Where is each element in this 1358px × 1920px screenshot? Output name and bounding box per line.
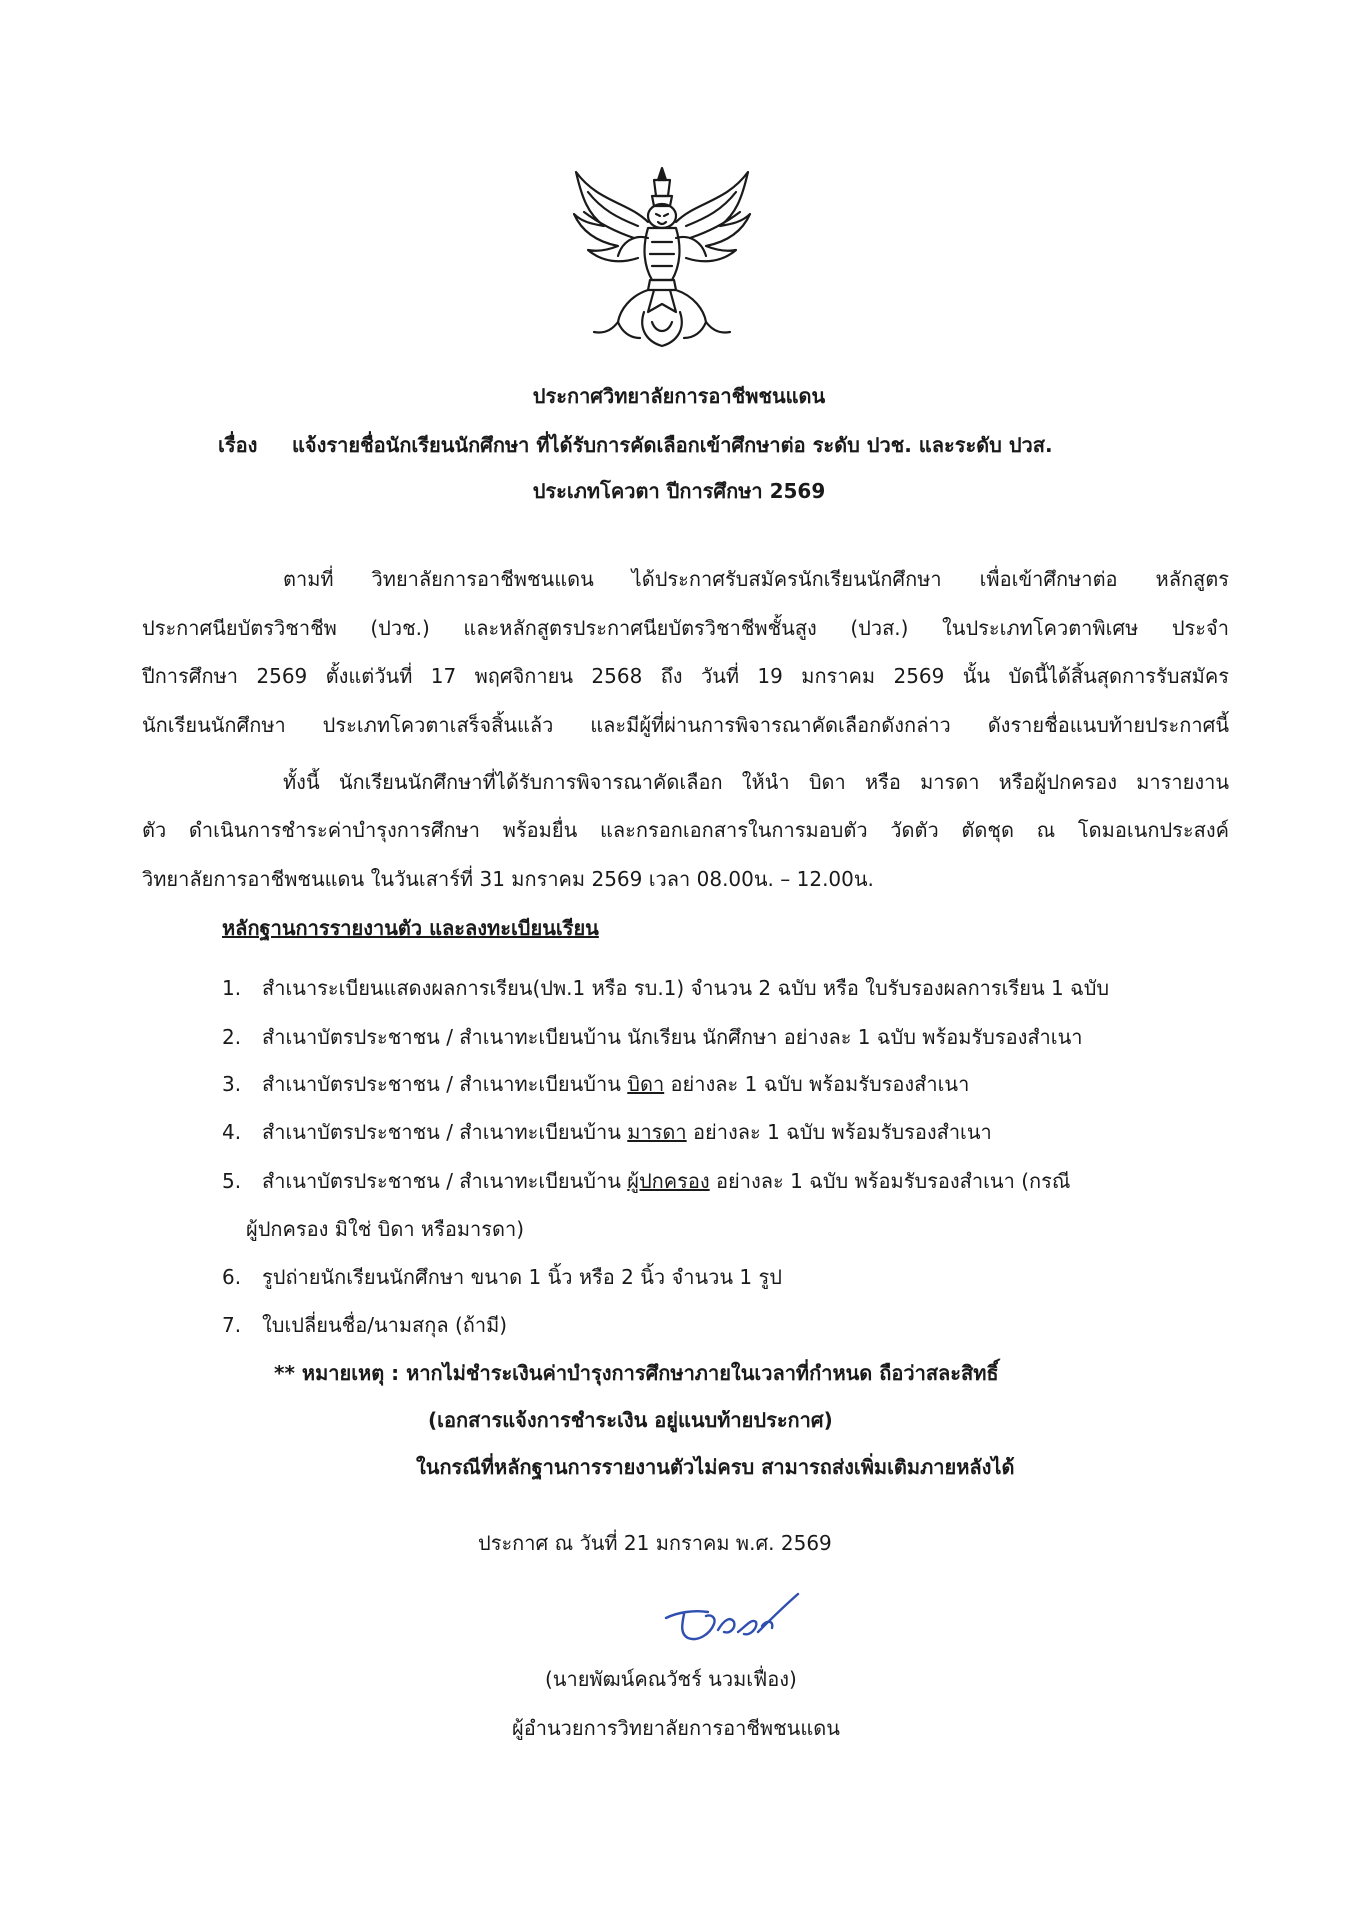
item-text: สำเนาระเบียนแสดงผลการเรียน(ปพ.1 หรือ รบ.1) จำนวน 2 ฉบับ หรือ ใบรับรองผลการเรียน 1 ฉบับ xyxy=(262,976,1110,1000)
evidence-item-continuation: ผู้ปกครอง มิใช่ บิดา หรือมารดา) xyxy=(246,1217,525,1241)
evidence-item xyxy=(222,1167,1070,1195)
garuda-emblem xyxy=(568,162,756,352)
evidence-item xyxy=(222,1311,507,1339)
item-text: สำเนาบัตรประชาชน / สำเนาทะเบียนบ้าน xyxy=(262,1072,628,1096)
item-text-tail: อย่างละ 1 ฉบับ พร้อมรับรองสำเนา xyxy=(686,1120,992,1144)
item-text: รูปถ่ายนักเรียนนักศึกษา ขนาด 1 นิ้ว หรือ 2 นิ้ว จำนวน 1 รูป xyxy=(262,1265,782,1289)
item-number: 7. xyxy=(222,1313,242,1337)
note-line-3: ในกรณีที่หลักฐานการรายงานตัวไม่ครบ สามารถส่งเพิ่มเติมภายหลังได้ xyxy=(416,1455,1015,1479)
item-number: 3. xyxy=(222,1072,242,1096)
item-text: สำเนาบัตรประชาชน / สำเนาทะเบียนบ้าน xyxy=(262,1120,628,1144)
item-underlined-text: ผู้ปกครอง xyxy=(627,1169,710,1193)
item-underlined-text: มารดา xyxy=(627,1120,687,1144)
signer-title: ผู้อำนวยการวิทยาลัยการอาชีพชนแดน xyxy=(512,1716,840,1740)
subject-label: เรื่อง xyxy=(218,433,258,457)
signer-name: (นายพัฒน์คณวัชร์ นวมเฟื่อง) xyxy=(545,1667,797,1691)
item-number: 4. xyxy=(222,1120,242,1144)
announcement-date: ประกาศ ณ วันที่ 21 มกราคม พ.ศ. 2569 xyxy=(478,1531,832,1555)
item-text-tail: อย่างละ 1 ฉบับ พร้อมรับรองสำเนา xyxy=(664,1072,970,1096)
paragraph-1-line-2: ประกาศนียบัตรวิชาชีพ (ปวช.) และหลักสูตรประกาศนียบัตรวิชาชีพชั้นสูง (ปวส.) ในประเภทโควตาพิเศษ ประจำ xyxy=(142,616,1229,640)
item-text: สำเนาบัตรประชาชน / สำเนาทะเบียนบ้าน xyxy=(262,1169,628,1193)
paragraph-2-line-2: ตัว ดำเนินการชำระค่าบำรุงการศึกษา พร้อมยื่น และกรอกเอกสารในการมอบตัว วัดตัว ตัดชุด ณ โดมอเนกประสงค์ xyxy=(142,818,1229,842)
evidence-heading: หลักฐานการรายงานตัว และลงทะเบียนเรียน xyxy=(222,916,599,940)
paragraph-1-line-4: นักเรียนนักศึกษา ประเภทโควตาเสร็จสิ้นแล้ว และมีผู้ที่ผ่านการพิจารณาคัดเลือกดังกล่าว ดังรายชื่อแนบท้ายประกาศนี้ xyxy=(142,713,1229,737)
item-text: สำเนาบัตรประชาชน / สำเนาทะเบียนบ้าน นักเรียน นักศึกษา อย่างละ 1 ฉบับ พร้อมรับรองสำเนา xyxy=(262,1025,1083,1049)
paragraph-2-line-1: ทั้งนี้ นักเรียนนักศึกษาที่ได้รับการพิจารณาคัดเลือก ให้นำ บิดา หรือ มารดา หรือผู้ปกครอง มารายงาน xyxy=(283,770,1229,794)
announcement-title: ประกาศวิทยาลัยการอาชีพชนแดน xyxy=(532,384,826,408)
evidence-item xyxy=(222,1263,782,1291)
evidence-item xyxy=(222,1070,969,1098)
note-line-2: (เอกสารแจ้งการชำระเงิน อยู่แนบท้ายประกาศ) xyxy=(428,1408,833,1432)
item-number: 5. xyxy=(222,1169,242,1193)
evidence-item xyxy=(222,1023,1083,1051)
paragraph-1-line-1: ตามที่ วิทยาลัยการอาชีพชนแดน ได้ประกาศรับสมัครนักเรียนนักศึกษา เพื่อเข้าศึกษาต่อ หลักสูตร xyxy=(283,567,1229,591)
item-text-tail: อย่างละ 1 ฉบับ พร้อมรับรองสำเนา (กรณี xyxy=(709,1169,1071,1193)
subject-text: แจ้งรายชื่อนักเรียนนักศึกษา ที่ได้รับการคัดเลือกเข้าศึกษาต่อ ระดับ ปวช. และระดับ ปวส. xyxy=(292,433,1053,457)
evidence-item xyxy=(222,1118,992,1146)
paragraph-2-line-3: วิทยาลัยการอาชีพชนแดน ในวันเสาร์ที่ 31 มกราคม 2569 เวลา 08.00น. – 12.00น. xyxy=(142,867,874,891)
item-number: 1. xyxy=(222,976,242,1000)
paragraph-1-line-3: ปีการศึกษา 2569 ตั้งแต่วันที่ 17 พฤศจิกายน 2568 ถึง วันที่ 19 มกราคม 2569 นั้น บัดนี้ได้สิ้นสุดการรับสมัคร xyxy=(142,664,1229,688)
item-number: 2. xyxy=(222,1025,242,1049)
item-underlined-text: บิดา xyxy=(627,1072,665,1096)
evidence-item xyxy=(222,974,1109,1002)
subject-line-2: ประเภทโควตา ปีการศึกษา 2569 xyxy=(532,479,826,503)
item-number: 6. xyxy=(222,1265,242,1289)
item-text: ใบเปลี่ยนชื่อ/นามสกุล (ถ้ามี) xyxy=(262,1313,508,1337)
signature xyxy=(658,1590,808,1650)
note-line-1: ** หมายเหตุ : หากไม่ชำระเงินค่าบำรุงการศึกษาภายในเวลาที่กำหนด ถือว่าสละสิทธิ์ xyxy=(274,1361,999,1385)
